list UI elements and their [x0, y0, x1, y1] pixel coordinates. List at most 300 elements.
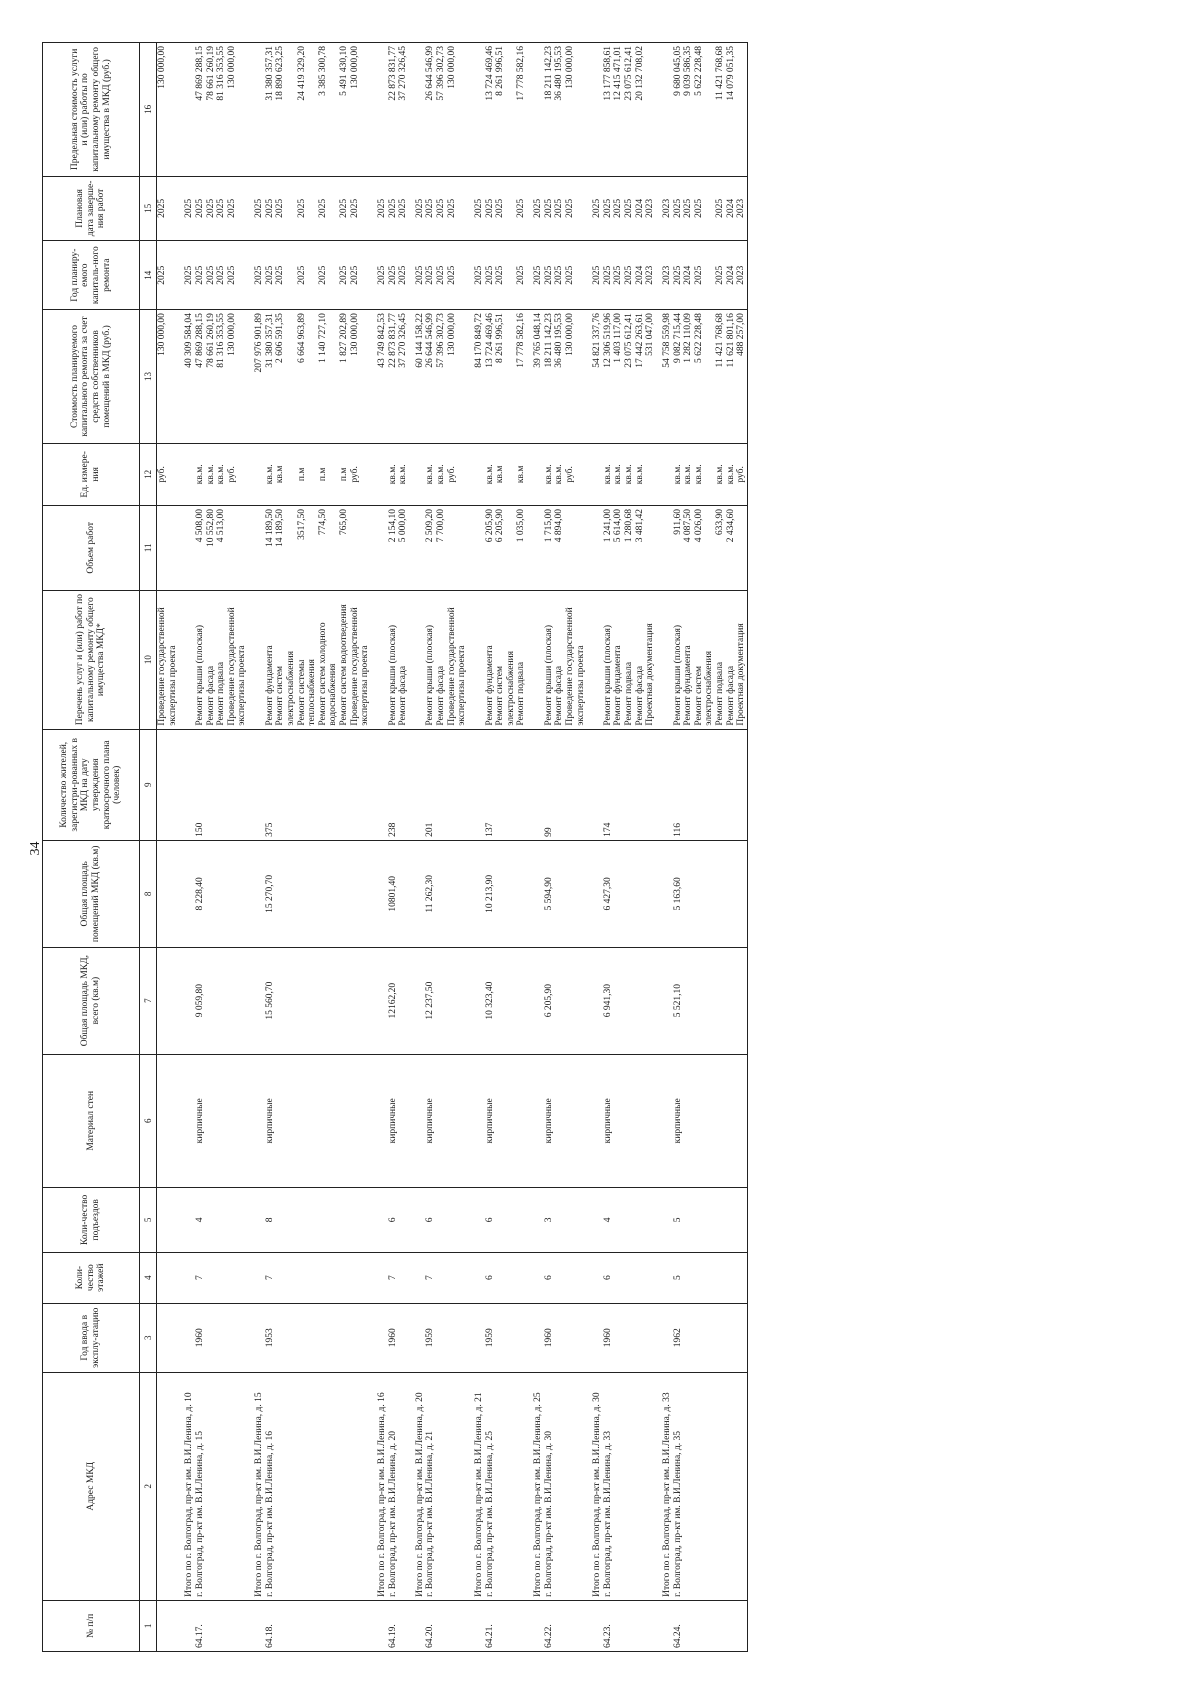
entrances-cell [339, 1188, 350, 1253]
cost-cell: 39 765 048,14 [527, 310, 544, 444]
column-number: 3 [140, 1303, 157, 1372]
residents-cell [297, 729, 318, 840]
unit-cell: кв.м. [613, 443, 624, 505]
repair-year-cell: 2025 [694, 241, 715, 310]
cost-cell: 54 821 337,76 [586, 310, 603, 444]
end-date-cell: 2025 [516, 176, 527, 241]
repair-year-cell: 2025 [157, 241, 179, 310]
unit-cell: кв.м. [388, 443, 399, 505]
wall-material-cell [613, 1054, 624, 1188]
end-date-cell: 2025 [603, 176, 614, 241]
wall-material-cell [436, 1054, 447, 1188]
floors-cell [371, 1252, 388, 1303]
limit-cost-cell: 78 661 260,19 [206, 43, 217, 177]
row-number-cell [656, 1600, 673, 1651]
entrances-cell: 4 [603, 1188, 614, 1253]
entrances-cell [516, 1188, 527, 1253]
premises-area-cell: 6 427,30 [603, 840, 614, 947]
wall-material-cell [736, 1054, 747, 1188]
address-cell [624, 1372, 635, 1600]
entrances-cell: 3 [544, 1188, 555, 1253]
total-area-cell [715, 947, 726, 1054]
year-built-cell [398, 1303, 409, 1372]
repair-year-cell: 2024 [635, 241, 646, 310]
year-built-cell [736, 1303, 747, 1372]
work-type-cell: Ремонт фундамента [613, 590, 624, 729]
address-cell [565, 1372, 586, 1600]
work-type-cell: Ремонт систем холодного водоснабжения [318, 590, 339, 729]
row-number-cell [468, 1600, 485, 1651]
work-volume-cell: 5 000,00 [398, 506, 409, 591]
entrances-cell [297, 1188, 318, 1253]
end-date-cell: 2025 [613, 176, 624, 241]
cost-cell: 84 170 849,72 [468, 310, 485, 444]
floors-cell [157, 1252, 179, 1303]
unit-cell [656, 443, 673, 505]
limit-cost-cell: 22 873 831,77 [388, 43, 399, 177]
work-type-cell: Ремонт фундамента [683, 590, 694, 729]
work-type-cell [586, 590, 603, 729]
year-built-cell [516, 1303, 527, 1372]
floors-cell [409, 1252, 426, 1303]
table-row [157, 43, 179, 1652]
premises-area-cell [409, 840, 426, 947]
address-cell [206, 1372, 217, 1600]
residents-cell: 174 [603, 729, 614, 840]
wall-material-cell: кирпичные [425, 1054, 436, 1188]
end-date-cell: 2025 [398, 176, 409, 241]
work-type-cell [656, 590, 673, 729]
premises-area-cell [468, 840, 485, 947]
total-area-cell [468, 947, 485, 1054]
work-volume-cell: 4 087,50 [683, 506, 694, 591]
address-cell [736, 1372, 747, 1600]
premises-area-cell [248, 840, 265, 947]
end-date-cell: 2025 [554, 176, 565, 241]
entrances-cell [527, 1188, 544, 1253]
residents-cell [178, 729, 195, 840]
work-volume-cell [527, 506, 544, 591]
year-built-cell [297, 1303, 318, 1372]
work-volume-cell: 2 154,10 [388, 506, 399, 591]
repair-year-cell: 2023 [645, 241, 656, 310]
work-volume-cell: 911,60 [673, 506, 684, 591]
cost-cell: 36 480 195,53 [554, 310, 565, 444]
row-number-cell [683, 1600, 694, 1651]
year-built-cell [726, 1303, 737, 1372]
total-area-cell [694, 947, 715, 1054]
premises-area-cell [275, 840, 296, 947]
repair-year-cell: 2025 [436, 241, 447, 310]
unit-cell: кв.м. [715, 443, 726, 505]
floors-cell [248, 1252, 265, 1303]
address-cell: Итого по г. Волгоград, пр-кт им. В.И.Ленина, д. 30 [586, 1372, 603, 1600]
total-row [468, 43, 485, 1652]
residents-cell [516, 729, 527, 840]
premises-area-cell [216, 840, 227, 947]
residents-cell [447, 729, 468, 840]
column-number: 14 [140, 241, 157, 310]
unit-cell [178, 443, 195, 505]
residents-cell [398, 729, 409, 840]
floors-cell [495, 1252, 516, 1303]
address-cell [554, 1372, 565, 1600]
row-number-cell [436, 1600, 447, 1651]
total-area-cell [624, 947, 635, 1054]
end-date-cell: 2025 [673, 176, 684, 241]
repair-year-cell: 2023 [656, 241, 673, 310]
cost-cell: 22 873 831,77 [388, 310, 399, 444]
repair-year-cell: 2025 [371, 241, 388, 310]
residents-cell [624, 729, 635, 840]
premises-area-cell: 15 270,70 [265, 840, 276, 947]
end-date-cell: 2025 [495, 176, 516, 241]
unit-cell: кв.м. [398, 443, 409, 505]
end-date-cell: 2025 [339, 176, 350, 241]
unit-cell [645, 443, 656, 505]
premises-area-cell [554, 840, 565, 947]
column-number: 15 [140, 176, 157, 241]
premises-area-cell [527, 840, 544, 947]
column-number: 12 [140, 443, 157, 505]
premises-area-cell: 8 228,40 [195, 840, 206, 947]
table-row [613, 43, 624, 1652]
limit-cost-cell [371, 43, 388, 177]
table-row [195, 43, 206, 1652]
work-volume-cell [227, 506, 248, 591]
year-built-cell [683, 1303, 694, 1372]
wall-material-cell [297, 1054, 318, 1188]
limit-cost-cell: 17 778 582,16 [516, 43, 527, 177]
limit-cost-cell: 8 261 996,51 [495, 43, 516, 177]
limit-cost-cell: 12 415 471,01 [613, 43, 624, 177]
end-date-cell: 2025 [436, 176, 447, 241]
limit-cost-cell [736, 43, 747, 177]
cost-cell: 8 261 996,51 [495, 310, 516, 444]
year-built-cell [468, 1303, 485, 1372]
header-cell: Предельная стоимость услуги и (или) работы по капитальному ремонту общего имущества в МКД (руб.) [43, 43, 140, 177]
floors-cell [339, 1252, 350, 1303]
total-area-cell [656, 947, 673, 1054]
header-cell: Общая площадь помещений МКД (кв.м) [43, 840, 140, 947]
floors-cell [613, 1252, 624, 1303]
year-built-cell [339, 1303, 350, 1372]
wall-material-cell [726, 1054, 737, 1188]
end-date-cell: 2025 [586, 176, 603, 241]
unit-cell: п.м [318, 443, 339, 505]
end-date-cell: 2025 [265, 176, 276, 241]
row-number-cell [715, 1600, 726, 1651]
entrances-cell [656, 1188, 673, 1253]
wall-material-cell [635, 1054, 646, 1188]
end-date-cell: 2025 [683, 176, 694, 241]
total-area-cell: 15 560,70 [265, 947, 276, 1054]
entrances-cell [248, 1188, 265, 1253]
wall-material-cell [409, 1054, 426, 1188]
unit-cell: кв.м. [694, 443, 715, 505]
end-date-cell: 2025 [248, 176, 265, 241]
floors-cell: 6 [544, 1252, 555, 1303]
work-type-cell: Ремонт подвала [715, 590, 726, 729]
row-number-cell: 64.19. [388, 1600, 399, 1651]
entrances-cell: 8 [265, 1188, 276, 1253]
address-cell: Итого по г. Волгоград, пр-кт им. В.И.Ленина, д. 20 [409, 1372, 426, 1600]
work-type-cell: Ремонт подвала [624, 590, 635, 729]
cost-cell: 1 140 727,10 [318, 310, 339, 444]
residents-cell [645, 729, 656, 840]
work-type-cell: Ремонт систем водоотведения [339, 590, 350, 729]
limit-cost-cell: 24 419 329,20 [297, 43, 318, 177]
residents-cell [248, 729, 265, 840]
residents-cell [409, 729, 426, 840]
address-cell [350, 1372, 371, 1600]
total-area-cell [635, 947, 646, 1054]
work-volume-cell [178, 506, 195, 591]
year-built-cell [409, 1303, 426, 1372]
repair-year-cell: 2025 [468, 241, 485, 310]
work-volume-cell: 14 189,50 [275, 506, 296, 591]
total-row [586, 43, 603, 1652]
unit-cell: кв.м. [554, 443, 565, 505]
header-cell: Коли-чество этажей [43, 1252, 140, 1303]
year-built-cell [371, 1303, 388, 1372]
entrances-cell [624, 1188, 635, 1253]
floors-cell [586, 1252, 603, 1303]
wall-material-cell [683, 1054, 694, 1188]
premises-area-cell [516, 840, 527, 947]
entrances-cell [635, 1188, 646, 1253]
entrances-cell [565, 1188, 586, 1253]
repair-year-cell: 2025 [297, 241, 318, 310]
repair-year-cell: 2025 [603, 241, 614, 310]
total-area-cell: 10 323,40 [485, 947, 496, 1054]
total-area-cell [339, 947, 350, 1054]
floors-cell [275, 1252, 296, 1303]
address-cell [645, 1372, 656, 1600]
row-number-cell [398, 1600, 409, 1651]
end-date-cell: 2025 [527, 176, 544, 241]
premises-area-cell [694, 840, 715, 947]
row-number-cell [516, 1600, 527, 1651]
total-area-cell [206, 947, 217, 1054]
repair-year-cell: 2025 [275, 241, 296, 310]
wall-material-cell [468, 1054, 485, 1188]
wall-material-cell [216, 1054, 227, 1188]
year-built-cell: 1959 [425, 1303, 436, 1372]
end-date-cell: 2025 [227, 176, 248, 241]
table-row [227, 43, 248, 1652]
row-number-cell [613, 1600, 624, 1651]
end-date-cell: 2025 [157, 176, 179, 241]
floors-cell: 7 [195, 1252, 206, 1303]
wall-material-cell: кирпичные [388, 1054, 399, 1188]
repair-year-cell: 2023 [736, 241, 747, 310]
row-number-cell [554, 1600, 565, 1651]
residents-cell: 201 [425, 729, 436, 840]
total-area-cell [613, 947, 624, 1054]
work-volume-cell [157, 506, 179, 591]
residents-cell [339, 729, 350, 840]
work-type-cell [409, 590, 426, 729]
work-volume-cell: 1 035,00 [516, 506, 527, 591]
limit-cost-cell: 3 385 300,78 [318, 43, 339, 177]
entrances-cell [613, 1188, 624, 1253]
premises-area-cell [736, 840, 747, 947]
work-volume-cell: 633,90 [715, 506, 726, 591]
unit-cell [527, 443, 544, 505]
address-cell [275, 1372, 296, 1600]
year-built-cell [565, 1303, 586, 1372]
total-row [248, 43, 265, 1652]
limit-cost-cell [645, 43, 656, 177]
repair-year-cell: 2025 [624, 241, 635, 310]
work-volume-cell: 3517,50 [297, 506, 318, 591]
year-built-cell [586, 1303, 603, 1372]
residents-cell [227, 729, 248, 840]
total-area-cell [227, 947, 248, 1054]
table-row [635, 43, 646, 1652]
floors-cell [468, 1252, 485, 1303]
address-cell: г. Волгоград, пр-кт им. В.И.Ленина, д. 25 [485, 1372, 496, 1600]
total-row [371, 43, 388, 1652]
column-number: 7 [140, 947, 157, 1054]
entrances-cell [645, 1188, 656, 1253]
cost-cell: 531 047,00 [645, 310, 656, 444]
year-built-cell [216, 1303, 227, 1372]
entrances-cell [216, 1188, 227, 1253]
work-volume-cell [565, 506, 586, 591]
residents-cell [715, 729, 726, 840]
end-date-cell: 2025 [409, 176, 426, 241]
repair-year-cell: 2025 [398, 241, 409, 310]
column-number: 9 [140, 729, 157, 840]
wall-material-cell [645, 1054, 656, 1188]
unit-cell: руб. [447, 443, 468, 505]
premises-area-cell [339, 840, 350, 947]
repair-year-cell: 2025 [388, 241, 399, 310]
wall-material-cell [248, 1054, 265, 1188]
table-row [275, 43, 296, 1652]
cost-cell: 26 644 546,99 [425, 310, 436, 444]
end-date-cell: 2025 [318, 176, 339, 241]
unit-cell: п.м [297, 443, 318, 505]
floors-cell [227, 1252, 248, 1303]
work-volume-cell: 10 552,80 [206, 506, 217, 591]
end-date-cell: 2025 [565, 176, 586, 241]
row-number-cell [297, 1600, 318, 1651]
wall-material-cell [350, 1054, 371, 1188]
premises-area-cell: 10 213,90 [485, 840, 496, 947]
year-built-cell [495, 1303, 516, 1372]
premises-area-cell [398, 840, 409, 947]
total-area-cell [565, 947, 586, 1054]
table-row [645, 43, 656, 1652]
table-row [544, 43, 555, 1652]
cost-cell: 13 724 469,46 [485, 310, 496, 444]
header-cell: Количество жителей, зарегистри-рованных в МКД на дату утверждения краткосрочного плана (человек) [43, 729, 140, 840]
work-type-cell: Проведение государственной экспертизы проекта [350, 590, 371, 729]
address-cell: г. Волгоград, пр-кт им. В.И.Ленина, д. 15 [195, 1372, 206, 1600]
total-area-cell: 6 205,90 [544, 947, 555, 1054]
year-built-cell [206, 1303, 217, 1372]
row-number-cell [565, 1600, 586, 1651]
wall-material-cell: кирпичные [485, 1054, 496, 1188]
limit-cost-cell: 9 680 045,05 [673, 43, 684, 177]
row-number-cell [624, 1600, 635, 1651]
row-number-cell [178, 1600, 195, 1651]
residents-cell [613, 729, 624, 840]
cost-cell: 488 257,00 [736, 310, 747, 444]
address-cell: г. Волгоград, пр-кт им. В.И.Ленина, д. 33 [603, 1372, 614, 1600]
work-volume-cell: 2 509,20 [425, 506, 436, 591]
residents-cell [586, 729, 603, 840]
end-date-cell: 2025 [425, 176, 436, 241]
address-cell [339, 1372, 350, 1600]
floors-cell [635, 1252, 646, 1303]
cost-cell: 18 211 142,23 [544, 310, 555, 444]
limit-cost-cell: 23 075 612,41 [624, 43, 635, 177]
residents-cell: 150 [195, 729, 206, 840]
end-date-cell: 2025 [216, 176, 227, 241]
work-volume-cell: 4 026,00 [694, 506, 715, 591]
work-type-cell: Ремонт фундамента [485, 590, 496, 729]
work-volume-cell: 4 508,00 [195, 506, 206, 591]
address-cell: Итого по г. Волгоград, пр-кт им. В.И.Ленина, д. 21 [468, 1372, 485, 1600]
row-number-cell [527, 1600, 544, 1651]
entrances-cell [318, 1188, 339, 1253]
floors-cell: 6 [485, 1252, 496, 1303]
cost-cell: 37 270 326,45 [398, 310, 409, 444]
work-type-cell: Проведение государственной экспертизы проекта [565, 590, 586, 729]
entrances-cell [715, 1188, 726, 1253]
table-row [388, 43, 399, 1652]
premises-area-cell: 5 163,60 [673, 840, 684, 947]
limit-cost-cell: 14 079 051,35 [726, 43, 737, 177]
end-date-cell: 2025 [178, 176, 195, 241]
limit-cost-cell: 130 000,00 [447, 43, 468, 177]
work-volume-cell: 7 700,00 [436, 506, 447, 591]
work-type-cell: Ремонт фасада [206, 590, 217, 729]
floors-cell [516, 1252, 527, 1303]
limit-cost-cell: 18 890 623,25 [275, 43, 296, 177]
wall-material-cell [275, 1054, 296, 1188]
work-type-cell: Ремонт крыши (плоская) [388, 590, 399, 729]
wall-material-cell [715, 1054, 726, 1188]
limit-cost-cell: 47 869 288,15 [195, 43, 206, 177]
premises-area-cell [656, 840, 673, 947]
work-type-cell: Ремонт систем электроснабжения [275, 590, 296, 729]
residents-cell: 375 [265, 729, 276, 840]
floors-cell [565, 1252, 586, 1303]
cost-cell: 23 075 612,41 [624, 310, 635, 444]
limit-cost-cell: 36 480 195,53 [554, 43, 565, 177]
address-cell [447, 1372, 468, 1600]
wall-material-cell [371, 1054, 388, 1188]
end-date-cell: 2023 [645, 176, 656, 241]
address-cell: Итого по г. Волгоград, пр-кт им. В.И.Ленина, д. 16 [371, 1372, 388, 1600]
work-volume-cell [586, 506, 603, 591]
total-area-cell: 9 059,80 [195, 947, 206, 1054]
repair-year-cell: 2025 [447, 241, 468, 310]
table-row [398, 43, 409, 1652]
table-row [495, 43, 516, 1652]
premises-area-cell [318, 840, 339, 947]
floors-cell: 7 [265, 1252, 276, 1303]
premises-area-cell [447, 840, 468, 947]
row-number-cell: 64.21. [485, 1600, 496, 1651]
cost-cell: 17 778 582,16 [516, 310, 527, 444]
entrances-cell [227, 1188, 248, 1253]
